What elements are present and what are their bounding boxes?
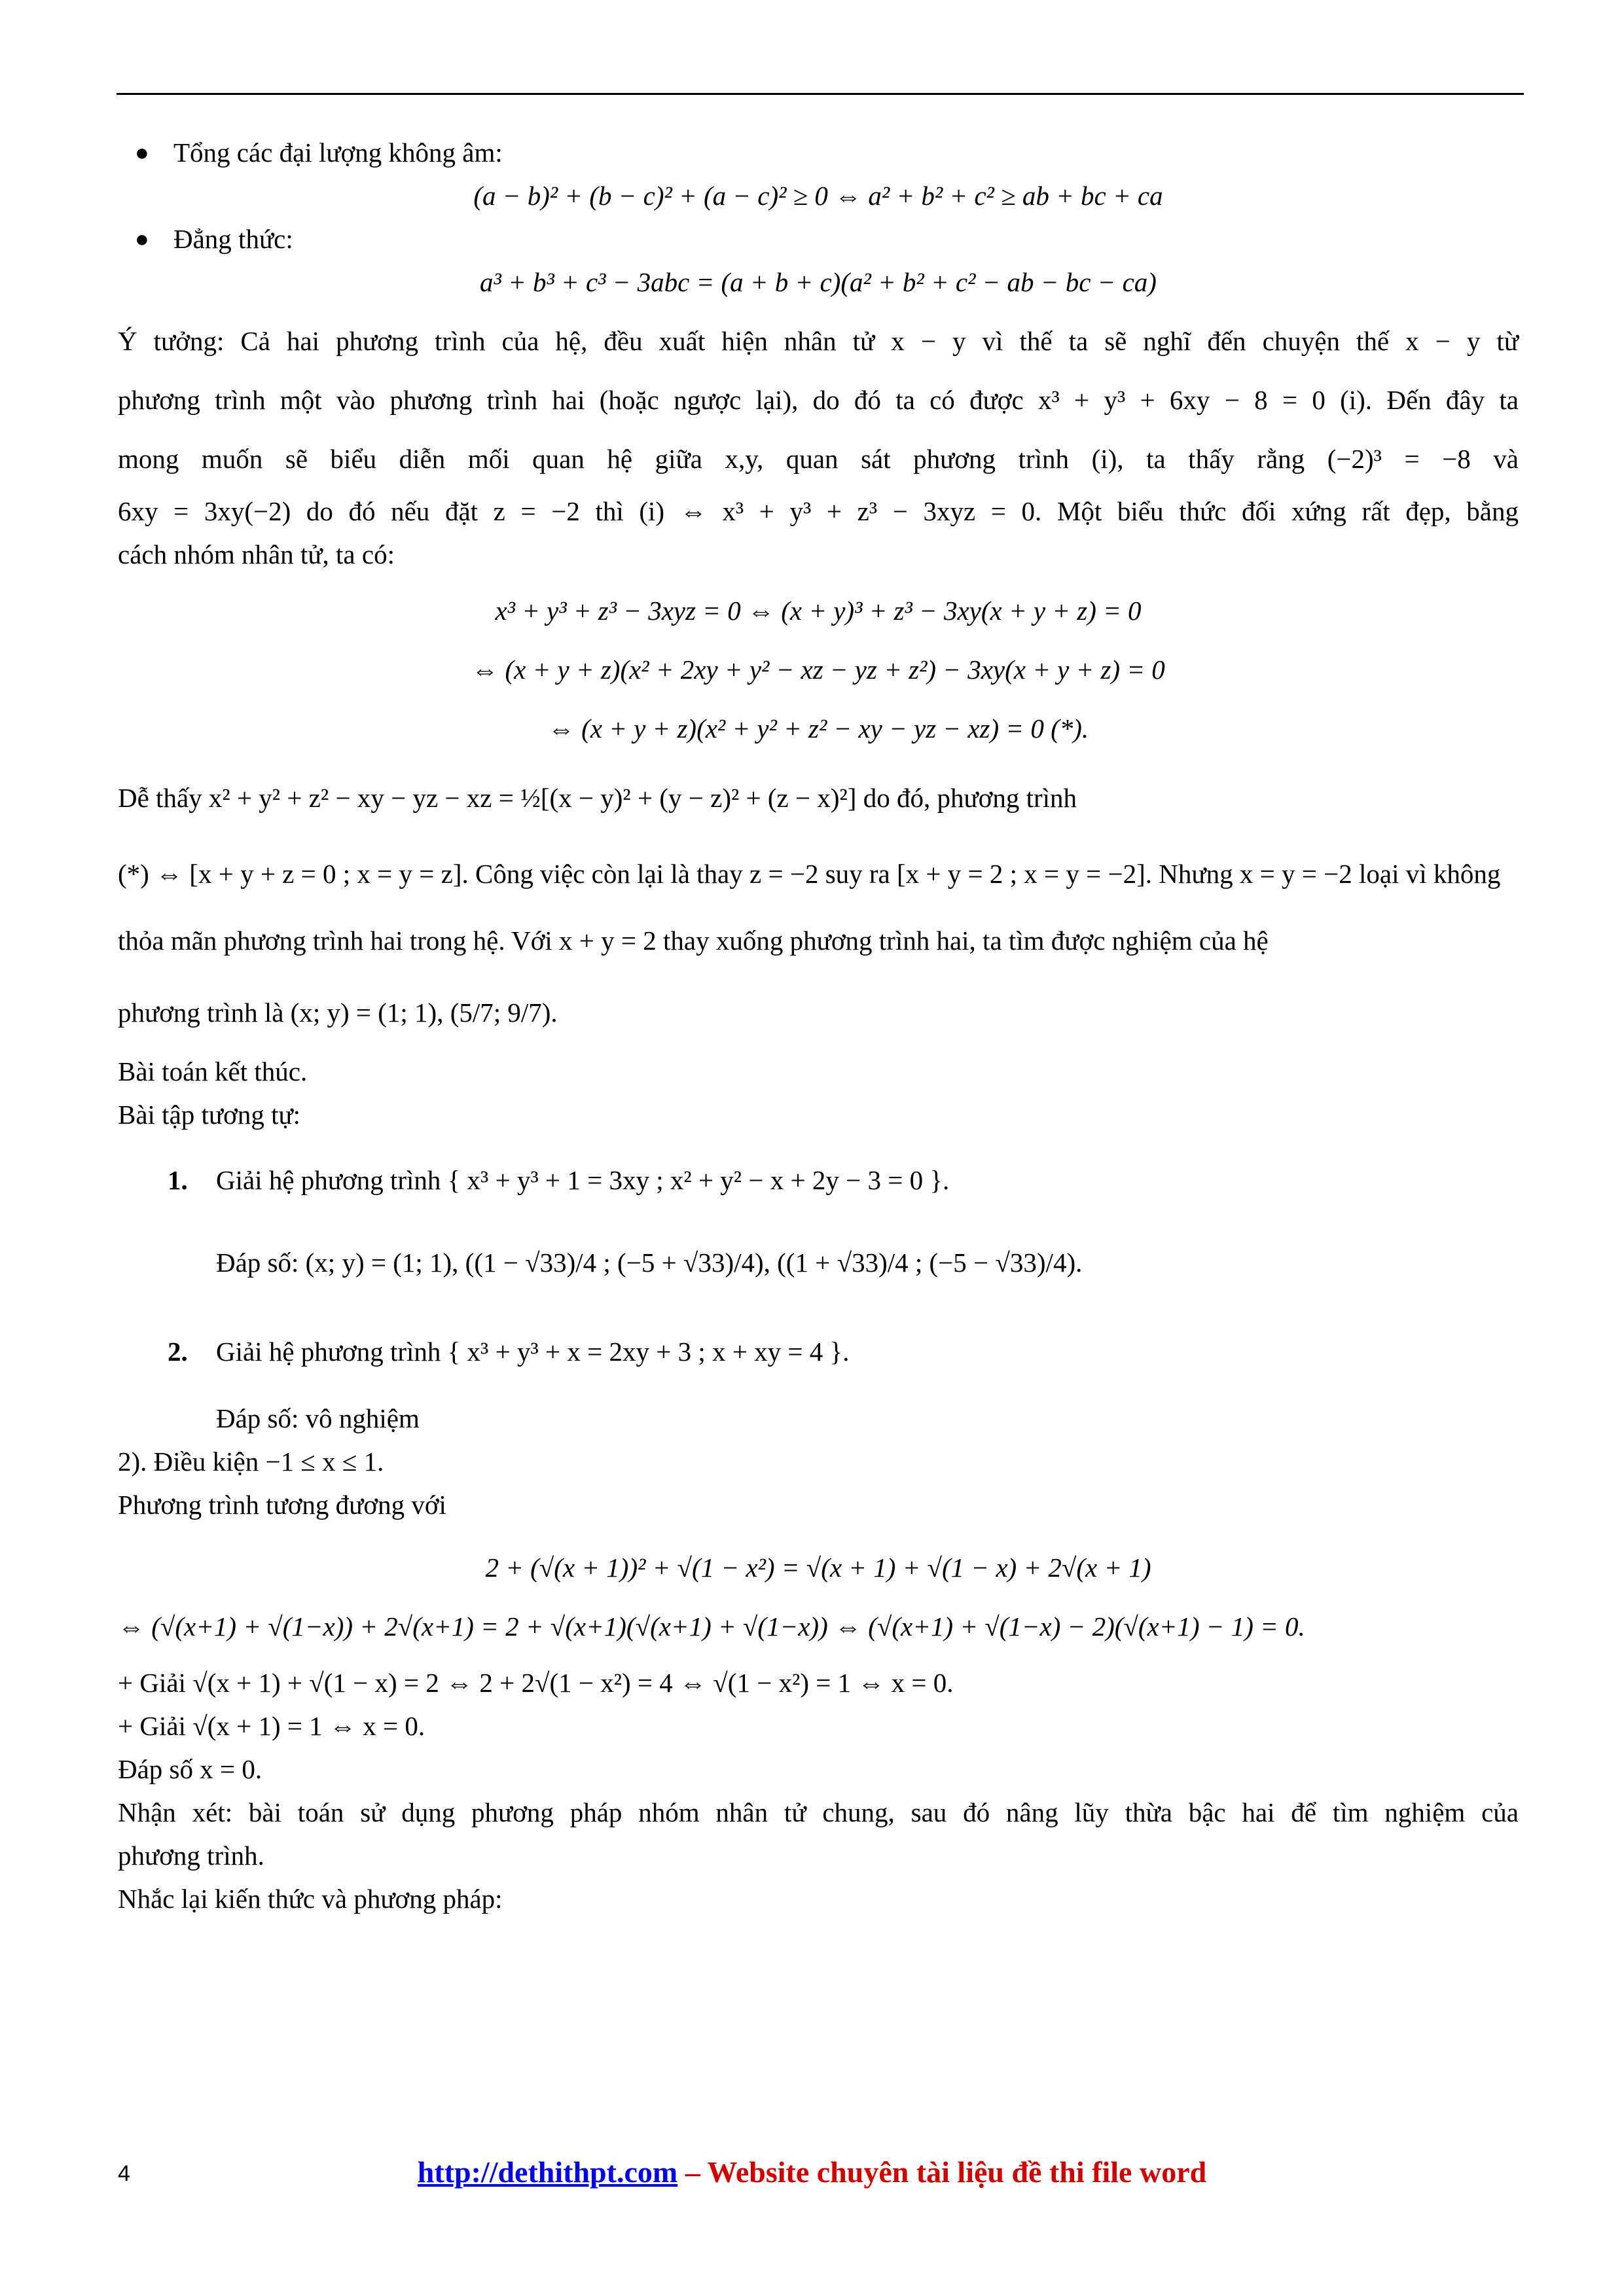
answer-line: Đáp số: vô nghiệm — [216, 1403, 420, 1433]
paragraph-line: Đáp số x = 0. — [118, 1754, 262, 1784]
bullet-text: Đẳng thức: — [173, 224, 293, 254]
paragraph-line: phương trình một vào phương trình hai (hoặc ngược lại), do đó ta có được x³ + y³ + 6xy − 8 = 0 (i). Đến đây ta — [118, 385, 1519, 415]
footer-tagline: – Website chuyên tài liệu đề thi file word — [677, 2155, 1207, 2189]
paragraph-line: phương trình là (x; y) = (1; 1), (5/7; 9/7). — [118, 997, 558, 1028]
header-rule — [117, 93, 1524, 95]
exercise-item — [118, 1158, 1519, 1202]
paragraph-line: cách nhóm nhân tử, ta có: — [118, 539, 395, 569]
paragraph-line: Bài toán kết thúc. — [118, 1056, 308, 1086]
paragraph-line: + Giải √(x + 1) = 1 ⇔ x = 0. — [118, 1711, 425, 1741]
paragraph-line: Nhận xét: bài toán sử dụng phương pháp nhóm nhân tử chung, sau đó nâng lũy thừa bậc hai để tìm nghiệm của — [118, 1797, 1519, 1827]
paragraph-line: 2). Điều kiện −1 ≤ x ≤ 1. — [118, 1446, 384, 1477]
bullet-text: Tổng các đại lượng không âm: — [173, 137, 503, 168]
bullet-item — [118, 217, 1519, 260]
equation: ⇔ (x + y + z)(x² + 2xy + y² − xz − yz + z²) − 3xy(x + y + z) = 0 — [471, 655, 1165, 685]
paragraph-line: phương trình. — [118, 1840, 264, 1871]
paragraph-line: Phương trình tương đương với — [118, 1490, 446, 1520]
equation: ⇔ (x + y + z)(x² + y² + z² − xy − yz − xz) = 0 (*). — [547, 713, 1089, 744]
paragraph-line: (*) ⇔ [x + y + z = 0 ; x = y = z]. Công việc còn lại là thay z = −2 suy ra [x + y = 2 ; x = y = −2]. Nhưng x = y = −2 loại vì không — [118, 859, 1501, 889]
exercise-text: Giải hệ phương trình { x³ + y³ + 1 = 3xy ; x² + y² − x + 2y − 3 = 0 }. — [216, 1165, 950, 1195]
exercise-number: 2. — [168, 1336, 188, 1367]
paragraph-line: Ý tưởng: Cả hai phương trình của hệ, đều xuất hiện nhân tử x − y vì thế ta sẽ nghĩ đến chuyện thế x − y từ — [118, 326, 1519, 356]
paragraph-line: 6xy = 3xy(−2) do đó nếu đặt z = −2 thì (i) ⇔ x³ + y³ + z³ − 3xyz = 0. Một biểu thức đối xứng rất đẹp, bằng — [118, 496, 1519, 526]
paragraph-line: mong muốn sẽ biểu diễn mối quan hệ giữa x,y, quan sát phương trình (i), ta thấy rằng (−2)³ = −8 và — [118, 444, 1519, 474]
bullet-item — [118, 131, 1519, 174]
paragraph-line: thỏa mãn phương trình hai trong hệ. Với x + y = 2 thay xuống phương trình hai, ta tìm được nghiệm của hệ — [118, 925, 1269, 956]
paragraph-line: Bài tập tương tự: — [118, 1100, 301, 1130]
document-body — [118, 131, 1519, 1920]
paragraph-line: Dễ thấy x² + y² + z² − xy − yz − xz = ½[(x − y)² + (y − z)² + (z − x)²] do đó, phương trình — [118, 783, 1077, 813]
exercise-item — [118, 1330, 1519, 1373]
equation: a³ + b³ + c³ − 3abc = (a + b + c)(a² + b² + c² − ab − bc − ca) — [480, 267, 1157, 297]
paragraph-line: Nhắc lại kiến thức và phương pháp: — [118, 1884, 503, 1914]
exercise-number: 1. — [168, 1165, 188, 1195]
exercise-text: Giải hệ phương trình { x³ + y³ + x = 2xy + 3 ; x + xy = 4 }. — [216, 1336, 850, 1367]
equation: 2 + (√(x + 1))² + √(1 − x²) = √(x + 1) + √(1 − x) + 2√(x + 1) — [485, 1552, 1151, 1583]
answer-line: Đáp số: (x; y) = (1; 1), ((1 − √33)/4 ; (−5 + √33)/4), ((1 + √33)/4 ; (−5 − √33)/4). — [216, 1247, 1083, 1278]
paragraph-line: + Giải √(x + 1) + √(1 − x) = 2 ⇔ 2 + 2√(1 − x²) = 4 ⇔ √(1 − x²) = 1 ⇔ x = 0. — [118, 1668, 954, 1698]
bullet-dot-icon: ● — [135, 226, 149, 252]
page-number: 4 — [118, 2161, 130, 2186]
equation: (a − b)² + (b − c)² + (a − c)² ≥ 0 ⇔ a² + b² + c² ≥ ab + bc + ca — [473, 181, 1163, 211]
equation: x³ + y³ + z³ − 3xyz = 0 ⇔ (x + y)³ + z³ − 3xy(x + y + z) = 0 — [495, 596, 1142, 626]
bullet-dot-icon: ● — [135, 139, 149, 166]
footer — [0, 2155, 1624, 2189]
website-link[interactable]: http://dethithpt.com — [417, 2155, 678, 2189]
equation: ⇔ (√(x+1) + √(1−x)) + 2√(x+1) = 2 + √(x+1)(√(x+1) + √(1−x)) ⇔ (√(x+1) + √(1−x) − 2)(√(x+1) − 1) = 0. — [118, 1611, 1305, 1641]
